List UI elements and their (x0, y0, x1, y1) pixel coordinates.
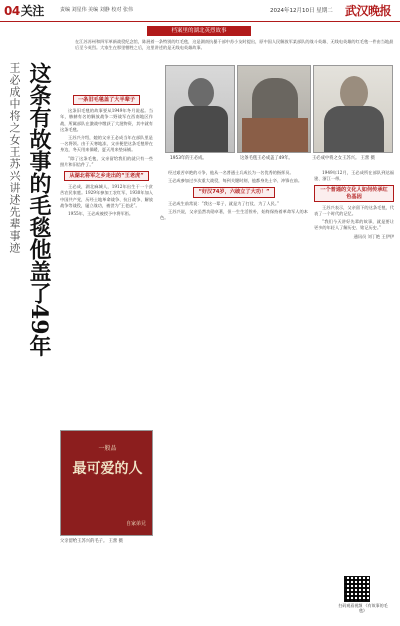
editor-credits: 责编 刘星伟 美编 刘静 校对 张伟 (60, 7, 133, 13)
paragraph: 1949年12月，王必成所在部队到达福建、浙江一带。 (314, 170, 394, 182)
paragraph: 王苏兴表示，父亲留下的这条毛毯，代表了一个时代的记忆。 (314, 204, 394, 217)
section-heading-3: “好汉74岁，六破立了大功！” (160, 187, 308, 197)
blanket-small-text: 一般品 (98, 445, 117, 452)
qr-caption: 扫码观看视频 《有故事的毛毯》 (338, 603, 388, 613)
caption-photo-1953: 1953年的王必成。 (170, 156, 207, 161)
column-2 (160, 170, 308, 610)
article-intro: 在江苏苏州和四军革新战役纪念馆，陈展着一条特别的红毛毯，这是湖南抗暴干部中苏小友时提出，原中国人民解放军某部队的战斗英雄、无线电英雄的红毛毯一件由当地最后至今英烈。大家生在那里牺牲之后，这里讲述的是无线电英雄故事。 (75, 39, 394, 50)
paragraph: 王必成，湖北麻城人，1912年出生于一个贫苦农民家庭。1929年参加工农红军，1930年加入中国共产党，历经土地革命战争、抗日战争、解放战争等战役，屡立战功，被誉为“王老虎”。 (60, 184, 153, 208)
section-ribbon: 档案里的湖北英烈故事 (147, 26, 251, 36)
masthead: 武汉晚报 (345, 4, 392, 18)
section-heading-4: 一个普通的文化人如何传承红色基因 (314, 185, 394, 201)
headline: 这条有故事的毛毯他盖了49年 (26, 62, 52, 357)
caption-blanket-closeup: 父亲留给王苏兴的毛子。 王蕾 摄 (60, 539, 123, 544)
paragraph: 王必成参加过多次重大战役，每到关键时刻，他都身先士卒、冲锋在前。 (168, 178, 303, 184)
caption-portrait: 王必成中将之女王苏兴。 王蕾 摄 (312, 156, 375, 161)
photo-wang-bicheng-1953 (165, 65, 235, 153)
paragraph: “我们今天讲好先辈的故事，就是要让更多的年轻人了解历史、铭记历史。” (314, 219, 394, 231)
page-header (0, 0, 400, 22)
column-1 (60, 92, 153, 427)
page-label (4, 2, 44, 19)
page-number: 04 (4, 4, 20, 18)
photo-wang-suxing (313, 65, 393, 153)
photo-blanket-closeup (60, 430, 153, 536)
section-name: 关注 (20, 4, 44, 18)
issue-date: 2024年12月10日 星期二 (270, 8, 333, 14)
paragraph: 这条旧毛毯的故事要从1949年冬月说起。当年，赫赫有名的解放战争二野战军在西南地区作战，所属部队在激战中缴获了大批物资，其中就有这条毛毯。 (60, 108, 153, 132)
blanket-signature: 自家弟兄 (125, 521, 146, 527)
paragraph: 王苏兴说，父亲虽然功勋卓著，但一生生活俭朴，始终保持着革命军人的本色。 (160, 208, 308, 221)
paragraph: 1955年，王必成被授予中将军衔。 (68, 211, 134, 217)
subtitle: 王必成中将之女王苏兴讲述先辈事迹 (8, 62, 21, 254)
paragraph: 王必成生前常说：“我这一辈子，就是为了打仗、为了人民。” (168, 200, 280, 206)
byline: 通讯员 刘丁艳 王伊伊 (353, 233, 394, 239)
caption-blanket: 这条毛毯王必成盖了49年。 (240, 156, 293, 161)
section-heading-2: 从湖北将军之乡走出的“王老虎” (60, 171, 153, 181)
column-3 (314, 170, 394, 565)
paragraph: 王苏兴介绍，她的父亲王必成当年在部队里是一名将领。由于天寒地冻，父亲便把这条毛毯带在身边，冬天用来保暖，夏天用来垫床铺。 (60, 135, 153, 153)
photo-blanket (237, 65, 311, 153)
section-heading-1: 一条旧毛毯盖了大半辈子 (60, 95, 153, 105)
blanket-main-text: 最可爱的人 (72, 461, 143, 477)
qr-code[interactable] (344, 576, 370, 602)
paragraph: 经过艰苦卓绝的斗争，他从一名普通士兵成长为一名优秀的指挥员。 (168, 170, 294, 175)
paragraph: “除了这条毛毯，父亲留给我们的就只有一些照片和旧信件了。” (60, 155, 153, 167)
